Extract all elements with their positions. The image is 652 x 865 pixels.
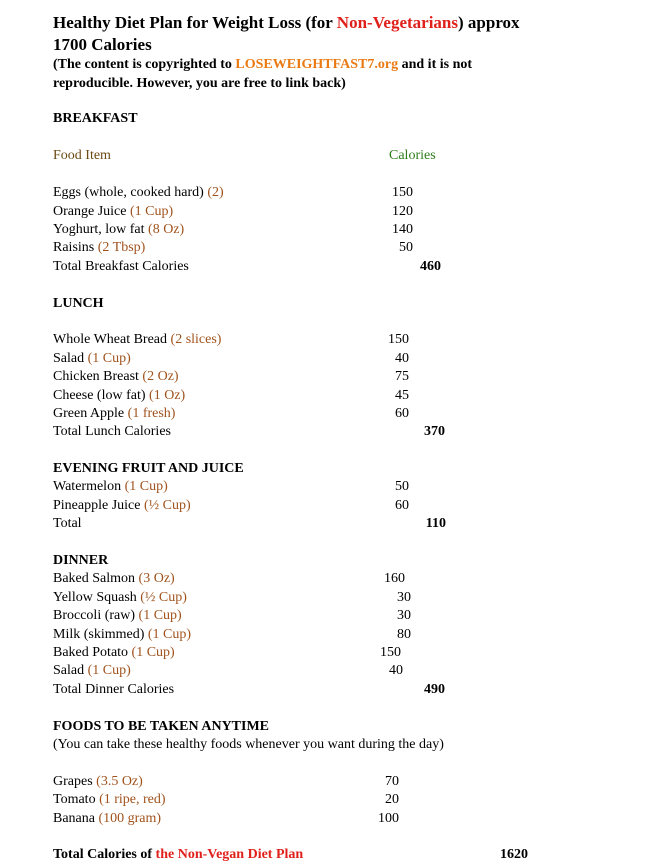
evening-heading: EVENING FRUIT AND JUICE	[53, 461, 244, 476]
list-item: Pineapple Juice (½ Cup)	[53, 498, 191, 513]
page-title-line2: 1700 Calories	[53, 35, 152, 54]
list-item: Eggs (whole, cooked hard) (2)	[53, 185, 224, 200]
calorie-value: 30	[397, 590, 411, 605]
grand-total-value: 1620	[500, 847, 528, 862]
breakfast-total-value: 460	[420, 259, 441, 274]
list-item: Yellow Squash (½ Cup)	[53, 590, 187, 605]
site-link[interactable]: LOSEWEIGHTFAST7.org	[235, 57, 399, 72]
list-item: Orange Juice (1 Cup)	[53, 204, 174, 219]
calorie-value: 40	[395, 351, 409, 366]
calorie-value: 50	[395, 479, 409, 494]
anytime-note: (You can take these healthy foods whenever you want during the day)	[53, 737, 444, 752]
list-item: Grapes (3.5 Oz)	[53, 774, 143, 789]
title-highlight: Non-Vegetarians	[336, 13, 458, 32]
anytime-heading: FOODS TO BE TAKEN ANYTIME	[53, 719, 270, 734]
lunch-total-label: Total Lunch Calories	[53, 424, 171, 439]
list-item: Milk (skimmed) (1 Cup)	[53, 627, 192, 642]
evening-total-label: Total	[53, 516, 82, 531]
list-item: Whole Wheat Bread (2 slices)	[53, 332, 222, 347]
list-item: Green Apple (1 fresh)	[53, 406, 176, 421]
calorie-value: 60	[395, 498, 409, 513]
calorie-value: 75	[395, 369, 409, 384]
lunch-heading: LUNCH	[53, 296, 104, 311]
evening-total-value: 110	[425, 516, 446, 531]
list-item: Salad (1 Cup)	[53, 351, 131, 366]
calorie-value: 150	[392, 185, 413, 200]
food-item-column-header: Food Item	[53, 148, 111, 163]
list-item: Yoghurt, low fat (8 Oz)	[53, 222, 185, 237]
copyright-notice-line2: reproducible. However, you are free to link back)	[53, 76, 346, 91]
page-title: Healthy Diet Plan for Weight Loss (for Non-Vegetarians) approx	[53, 13, 520, 32]
list-item: Broccoli (raw) (1 Cup)	[53, 608, 182, 623]
breakfast-heading: BREAKFAST	[53, 111, 138, 126]
dinner-total-value: 490	[424, 682, 445, 697]
list-item: Baked Salmon (3 Oz)	[53, 571, 175, 586]
calorie-value: 150	[388, 332, 409, 347]
lunch-total-value: 370	[424, 424, 445, 439]
calorie-value: 70	[385, 774, 399, 789]
list-item: Cheese (low fat) (1 Oz)	[53, 388, 186, 403]
calorie-value: 40	[389, 663, 403, 678]
list-item: Watermelon (1 Cup)	[53, 479, 168, 494]
calorie-value: 30	[397, 608, 411, 623]
calorie-value: 80	[397, 627, 411, 642]
calorie-value: 100	[378, 811, 399, 826]
list-item: Baked Potato (1 Cup)	[53, 645, 175, 660]
breakfast-total-label: Total Breakfast Calories	[53, 259, 189, 274]
calorie-value: 120	[392, 204, 413, 219]
calorie-value: 140	[392, 222, 413, 237]
calorie-value: 50	[399, 240, 413, 255]
calorie-value: 60	[395, 406, 409, 421]
calorie-value: 160	[384, 571, 405, 586]
calorie-value: 150	[380, 645, 401, 660]
list-item: Raisins (2 Tbsp)	[53, 240, 146, 255]
copyright-notice: (The content is copyrighted to LOSEWEIGHTFAST7.org and it is not	[53, 57, 473, 72]
calories-column-header: Calories	[389, 148, 436, 163]
list-item: Tomato (1 ripe, red)	[53, 792, 166, 807]
dinner-heading: DINNER	[53, 553, 109, 568]
list-item: Salad (1 Cup)	[53, 663, 131, 678]
calorie-value: 45	[395, 388, 409, 403]
calorie-value: 20	[385, 792, 399, 807]
list-item: Chicken Breast (2 Oz)	[53, 369, 179, 384]
dinner-total-label: Total Dinner Calories	[53, 682, 175, 697]
list-item: Banana (100 gram)	[53, 811, 162, 826]
grand-total-label: Total Calories of the Non-Vegan Diet Plan	[53, 847, 304, 862]
